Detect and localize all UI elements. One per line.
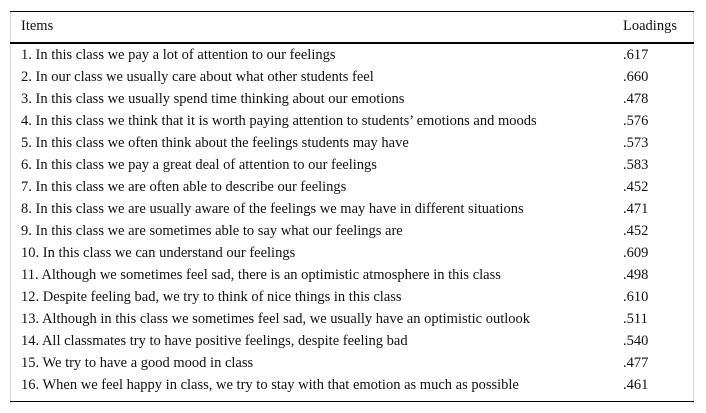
item-text: 9. In this class we are sometimes able to say what our feelings are — [21, 223, 403, 239]
loading-value: .583 — [623, 157, 649, 173]
table-row — [10, 110, 705, 132]
loading-value: .477 — [623, 355, 649, 371]
table-row — [10, 264, 705, 286]
header-row — [10, 11, 705, 42]
table-row — [10, 88, 705, 110]
loading-value: .617 — [623, 47, 649, 63]
loading-value: .511 — [623, 311, 648, 327]
table-row — [10, 242, 705, 264]
loading-value: .452 — [623, 179, 649, 195]
item-text: 11. Although we sometimes feel sad, there is an optimistic atmosphere in this class — [21, 267, 501, 283]
loadings-table — [10, 11, 705, 396]
loading-value: .576 — [623, 113, 649, 129]
table-row — [10, 154, 705, 176]
table-row — [10, 308, 705, 330]
loading-value: .478 — [623, 91, 649, 107]
loading-value: .461 — [623, 377, 649, 393]
table-row — [10, 132, 705, 154]
table-row — [10, 198, 705, 220]
loading-value: .610 — [623, 289, 649, 305]
table-row — [10, 176, 705, 198]
header-items: Items — [21, 18, 54, 34]
loading-value: .471 — [623, 201, 649, 217]
item-text: 7. In this class we are often able to describe our feelings — [21, 179, 347, 195]
item-text: 12. Despite feeling bad, we try to think of nice things in this class — [21, 289, 402, 305]
item-text: 13. Although in this class we sometimes feel sad, we usually have an optimistic outlook — [21, 311, 531, 327]
table-row — [10, 286, 705, 308]
table-row — [10, 42, 705, 66]
table-row — [10, 374, 705, 396]
item-text: 16. When we feel happy in class, we try to stay with that emotion as much as possible — [21, 377, 519, 393]
table-header — [10, 11, 705, 42]
item-text: 4. In this class we think that it is worth paying attention to students’ emotions and moods — [21, 113, 537, 129]
table-row — [10, 352, 705, 374]
item-text: 8. In this class we are usually aware of the feelings we may have in different situations — [21, 201, 524, 217]
item-text: 14. All classmates try to have positive feelings, despite feeling bad — [21, 333, 408, 349]
item-text: 2. In our class we usually care about what other students feel — [21, 69, 374, 85]
item-text: 5. In this class we often think about the feelings students may have — [21, 135, 409, 151]
loading-value: .609 — [623, 245, 649, 261]
loading-value: .540 — [623, 333, 649, 349]
table-body — [10, 42, 705, 396]
table-bottom-rule — [10, 401, 694, 402]
item-text: 6. In this class we pay a great deal of attention to our feelings — [21, 157, 377, 173]
loading-value: .573 — [623, 135, 649, 151]
table-row — [10, 66, 705, 88]
loading-value: .498 — [623, 267, 649, 283]
item-text: 15. We try to have a good mood in class — [21, 355, 254, 371]
loading-value: .660 — [623, 69, 649, 85]
header-loadings: Loadings — [623, 18, 677, 34]
item-text: 3. In this class we usually spend time thinking about our emotions — [21, 91, 405, 107]
item-text: 10. In this class we can understand our feelings — [21, 245, 296, 261]
table-row — [10, 330, 705, 352]
loading-value: .452 — [623, 223, 649, 239]
table-row — [10, 220, 705, 242]
item-text: 1. In this class we pay a lot of attention to our feelings — [21, 47, 336, 63]
